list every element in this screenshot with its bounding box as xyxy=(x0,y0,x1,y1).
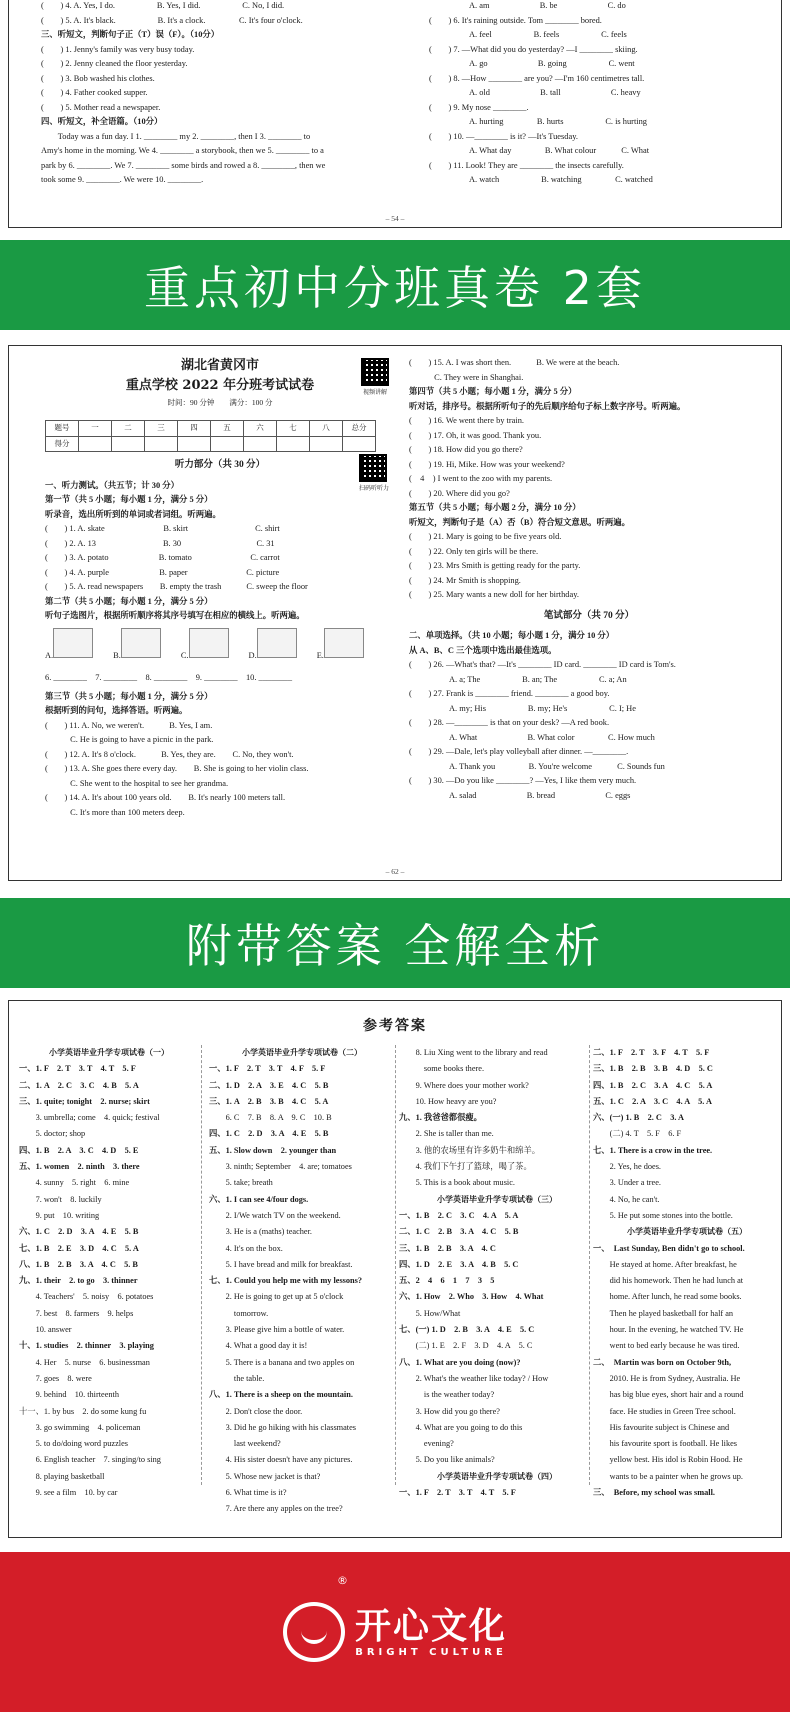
answer-line: 一、1. F 2. T 3. T 4. T 5. F xyxy=(19,1064,136,1074)
question-line: A. my; His B. my; He's C. I; He xyxy=(449,703,636,713)
question-line: A. What day B. What colour C. What xyxy=(469,146,650,155)
answer-line: 二、1. C 2. B 3. A 4. C 5. B xyxy=(399,1227,519,1237)
answer-line: 5. How/What xyxy=(399,1308,461,1318)
answer-key-page xyxy=(8,1000,782,1538)
picture-option xyxy=(317,628,376,664)
answer-line: 7. goes 8. were xyxy=(19,1373,92,1383)
answer-line: home. After lunch, he read some books. xyxy=(593,1292,742,1302)
answer-line: 二、1. F 2. T 3. F 4. T 5. F xyxy=(593,1048,710,1057)
answer-line: 七、1. Could you help me with my lessons? xyxy=(209,1276,363,1286)
answer-line: 4. Teachers' 5. noisy 6. potatoes xyxy=(19,1292,154,1302)
answer-line: 二、1. D 2. A 3. E 4. C 5. B xyxy=(209,1080,329,1090)
answer-line: 二、 Martin was born on October 9th, xyxy=(593,1357,732,1367)
answer-line: 8. Liu Xing went to the library and read xyxy=(399,1048,548,1057)
answer-line: 3. umbrella; come 4. quick; festival xyxy=(19,1113,160,1123)
question-line: took some 9. ________. We were 10. ________. xyxy=(41,175,204,184)
question-line: ( 4 ) I went to the zoo with my parents. xyxy=(409,474,553,483)
page62-right-column xyxy=(409,356,769,803)
written-section-title: 笔试部分（共 70 分） xyxy=(543,610,635,621)
question-line: 听短文，判断句子是（A）否（B）符合短文意思。听两遍。 xyxy=(409,517,631,527)
answer-line: 二、1. A 2. C 3. C 4. B 5. A xyxy=(19,1080,139,1090)
question-line: ( ) 8. —How ________ are you? —I'm 160 centimetres tall. xyxy=(429,73,645,83)
answer-line: 七、1. B 2. E 3. D 4. C 5. A xyxy=(19,1243,139,1253)
column-divider xyxy=(589,1045,590,1485)
question-line: Today was a fun day. I 1. ________ my 2. ________, then I 3. ________ to xyxy=(41,131,311,141)
answer-line: 五、1. C 2. A 3. C 4. A 5. A xyxy=(593,1096,712,1106)
answer-line: 4. It's on the box. xyxy=(209,1243,283,1253)
answer-line: 3. Please give him a bottle of water. xyxy=(209,1325,345,1335)
score-cell xyxy=(145,436,178,452)
answer-line: 四、1. B 2. A 3. C 4. D 5. E xyxy=(19,1145,139,1155)
question-line: ( ) 9. My nose ________. xyxy=(429,102,529,112)
brand-name: 开心文化 xyxy=(354,1605,507,1647)
answer-line: 3. He is a (maths) teacher. xyxy=(209,1227,312,1237)
answer-line: His favourite subject is Chinese and xyxy=(593,1422,730,1432)
answer-line: 七、(一) 1. D 2. B 3. A 4. E 5. C xyxy=(399,1325,535,1335)
answer-line: yellow best. His idol is Robin Hood. He xyxy=(593,1455,743,1465)
score-cell xyxy=(211,436,244,452)
answer-line: went to bed early because he was tired. xyxy=(593,1341,740,1351)
question-line: Amy's home in the morning. We 4. ________ a storybook, then we 5. ________ to a xyxy=(41,146,324,155)
question-line: 第二节（共 5 小题；每小题 1 分，满分 5 分） xyxy=(45,596,213,606)
answer-line: his favourite sport is football. He likes xyxy=(593,1439,738,1449)
answer-line: (二) 4. T 5. F 6. F xyxy=(593,1129,682,1139)
score-cell: 三 xyxy=(145,421,178,437)
answer-line: 7. won't 8. luckily xyxy=(19,1194,102,1204)
answer-line: 9. Where does your mother work? xyxy=(399,1080,529,1090)
answer-line: 四、1. B 2. C 3. A 4. C 5. A xyxy=(593,1080,713,1090)
question-line: ( ) 18. How did you go there? xyxy=(409,445,523,454)
answer-line: 3. go swimming 4. policeman xyxy=(19,1422,141,1432)
answer-line: hour. In the evening, he watched TV. He xyxy=(593,1325,744,1335)
question-line: A. a; The B. an; The C. a; An xyxy=(449,674,627,684)
column-divider xyxy=(395,1045,396,1485)
answer-line: 一、 Last Sunday, Ben didn't go to school. xyxy=(593,1243,745,1253)
question-line: 三、听短文，判断句子正（T）误（F）。（10分） xyxy=(41,30,220,39)
score-cell xyxy=(244,436,277,452)
answer-line: 五、2 4 6 1 7 3 5 xyxy=(399,1276,495,1286)
question-line: ( ) 19. Hi, Mike. How was your weekend? xyxy=(409,459,565,469)
question-line: ( ) 20. Where did you go? xyxy=(409,488,510,498)
question-line: 听录音，选出所听到的单词或者词组。听两遍。 xyxy=(45,509,221,519)
answer-line: 2. Don't close the door. xyxy=(209,1406,303,1416)
answer-line: 九、1. 我爸爸都很瘦。 xyxy=(399,1113,482,1123)
score-cell xyxy=(112,436,145,452)
answer-line: 六、1. How 2. Who 3. How 4. What xyxy=(399,1292,544,1302)
answer-line: 八、1. B 2. B 3. A 4. C 5. B xyxy=(19,1259,138,1269)
page54-right-column xyxy=(429,0,769,188)
answer-line: 2. He is going to get up at 5 o'clock xyxy=(209,1292,344,1302)
picture-option xyxy=(45,628,105,664)
answer-column-1 xyxy=(19,1045,199,1501)
question-line: A. old B. tall C. heavy xyxy=(469,88,641,97)
answer-line: 10. How heavy are you? xyxy=(399,1096,497,1106)
answer-line: tomorrow. xyxy=(209,1308,269,1318)
question-line: ( ) 23. Mrs Smith is getting ready for the party. xyxy=(409,561,581,570)
answer-key-title: 参考答案 xyxy=(363,1018,427,1034)
answer-line: 六、1. C 2. D 3. A 4. E 5. B xyxy=(19,1227,139,1237)
question-line: ( ) 6. It's raining outside. Tom ________ bored. xyxy=(429,15,602,25)
question-line: ( ) 4. Father cooked supper. xyxy=(41,88,148,97)
page62-left-column xyxy=(45,356,395,820)
page54-left-column xyxy=(41,0,401,188)
answer-section-heading: 小学英语毕业升学专项试卷（四） xyxy=(437,1471,557,1481)
brand-footer xyxy=(0,1552,790,1712)
question-line: 一、听力测试。（共五节；计 30 分） xyxy=(45,480,179,490)
question-line: ( ) 3. Bob washed his clothes. xyxy=(41,73,155,83)
answer-line: 6. What time is it? xyxy=(209,1488,287,1498)
answer-line: 5. Whose new jacket is that? xyxy=(209,1471,321,1481)
picture-label: C. xyxy=(180,650,189,660)
answer-column-2 xyxy=(209,1045,395,1518)
question-line: A. watch B. watching C. watched xyxy=(469,175,653,184)
answer-line: 4. sunny 5. right 6. mine xyxy=(19,1178,130,1188)
picture-label: B. xyxy=(113,650,121,660)
answer-section-heading: 小学英语毕业升学专项试卷（五） xyxy=(627,1227,747,1237)
answer-line: 4. Her 5. nurse 6. businessman xyxy=(19,1357,150,1367)
answer-line: 5. doctor; shop xyxy=(19,1129,86,1139)
answer-line: 5. Do you like animals? xyxy=(399,1455,495,1465)
picture-label: E. xyxy=(316,650,324,660)
answer-line: 6. English teacher 7. singing/to sing xyxy=(19,1455,161,1465)
answer-line: has big blue eyes, short hair and a round xyxy=(593,1390,744,1400)
qr-caption-listening: 扫码听听力 xyxy=(358,486,389,492)
answer-line: 3. Under a tree. xyxy=(593,1178,661,1188)
question-line: 四、听短文，补全语篇。（10分） xyxy=(41,117,163,126)
answer-line: the table. xyxy=(209,1373,265,1383)
page-number: – 54 – xyxy=(385,214,405,223)
answer-line: 四、1. D 2. E 3. A 4. B 5. C xyxy=(399,1259,519,1269)
promo-banner-answers xyxy=(0,898,790,988)
question-line: ( ) 1. A. skate B. skirt C. shirt xyxy=(45,524,280,533)
score-cell: 七 xyxy=(277,421,310,437)
question-line: A. feel B. feels C. feels xyxy=(469,30,627,39)
question-line: ( ) 26. —What's that? —It's ________ ID card. ________ ID card is Tom's. xyxy=(409,660,676,669)
score-cell: 得分 xyxy=(46,436,79,452)
answer-line: 三、 Before, my school was small. xyxy=(593,1488,715,1498)
answer-line: 三、1. B 2. B 3. B 4. D 5. C xyxy=(593,1064,713,1074)
promo-banner-exams xyxy=(0,240,790,330)
answer-section-heading: 小学英语毕业升学专项试卷（一） xyxy=(49,1048,169,1057)
answer-line: 2. She is taller than me. xyxy=(399,1129,494,1139)
exam-duration: 时间：90 分钟 满分：100 分 xyxy=(167,398,273,407)
answer-line: 3. How did you go there? xyxy=(399,1406,500,1416)
question-line: A. go B. going C. went xyxy=(469,59,635,68)
exam-page-62 xyxy=(8,345,782,881)
question-line: ( ) 16. We went there by train. xyxy=(409,416,524,425)
answer-line: 4. No, he can't. xyxy=(593,1194,660,1204)
answer-line: 3. Did he go hiking with his classmates xyxy=(209,1422,357,1432)
question-line: C. She went to the hospital to see her grandma. xyxy=(45,778,229,788)
question-line: A. salad B. bread C. eggs xyxy=(449,790,631,800)
answer-line: 2010. He is from Sydney, Australia. He xyxy=(593,1373,741,1383)
illustration-icon xyxy=(121,628,161,658)
question-line: 听对话，排序号。根据所听句子的先后顺序给句子标上数字序号。听两遍。 xyxy=(409,401,686,411)
question-line: ( ) 14. A. It's about 100 years old. B. It's nearly 100 meters tall. xyxy=(45,793,286,802)
answer-line: last weekend? xyxy=(209,1439,281,1449)
illustration-icon xyxy=(189,628,229,658)
question-line: ( ) 30. —Do you like ________? —Yes, I like them very much. xyxy=(409,776,637,785)
answer-line: 9. behind 10. thirteenth xyxy=(19,1390,120,1400)
question-line: ( ) 28. —________ is that on your desk? —A red book. xyxy=(409,718,610,727)
question-line: ( ) 5. A. read newspapers B. empty the trash C. sweep the floor xyxy=(45,582,308,591)
score-cell: 四 xyxy=(178,421,211,437)
picture-option xyxy=(249,628,309,664)
question-line: ( ) 11. Look! They are ________ the insects carefully. xyxy=(429,160,624,170)
question-line: 第一节（共 5 小题；每小题 1 分，满分 5 分） xyxy=(45,495,213,504)
answer-line: 六、1. I can see 4/four dogs. xyxy=(209,1194,309,1204)
question-line: 从 A、B、C 三个选项中选出最佳选项。 xyxy=(409,645,557,655)
answer-line: did his homework. Then he had lunch at xyxy=(593,1276,744,1286)
question-line: ( ) 13. A. She goes there every day. B. She is going to her violin class. xyxy=(45,764,309,773)
question-line: ( ) 4. A. Yes, I do. B. Yes, I did. C. No, I did. xyxy=(41,1,285,10)
question-line: 根据听到的问句，选择答语。听两遍。 xyxy=(45,706,188,715)
question-line: 第三节（共 5 小题；每小题 1 分，满分 5 分） xyxy=(45,691,213,701)
column-divider xyxy=(201,1045,202,1485)
smile-logo-icon xyxy=(283,1602,345,1662)
answer-line: 七、1. There is a crow in the tree. xyxy=(593,1145,713,1155)
question-line: ( ) 4. A. purple B. paper C. picture xyxy=(45,567,280,577)
question-line: ( ) 21. Mary is going to be five years old. xyxy=(409,532,562,541)
answer-line: 10. answer xyxy=(19,1325,72,1335)
score-cell: 二 xyxy=(112,421,145,437)
answer-line: 5. take; breath xyxy=(209,1178,273,1188)
question-line: ( ) 5. Mother read a newspaper. xyxy=(41,102,161,112)
score-cell: 一 xyxy=(79,421,112,437)
qr-code-icon[interactable] xyxy=(361,358,389,386)
answer-line: 5. This is a book about music. xyxy=(399,1178,515,1188)
answer-line: 2. Yes, he does. xyxy=(593,1162,661,1172)
answer-line: 一、1. F 2. T 3. T 4. F 5. F xyxy=(209,1064,326,1074)
answer-line: 5. to do/doing word puzzles xyxy=(19,1439,128,1449)
answer-line: 三、1. quite; tonight 2. nurse; skirt xyxy=(19,1096,150,1106)
picture-options xyxy=(45,624,395,668)
answer-line: 六、(一) 1. B 2. C 3. A xyxy=(593,1113,685,1123)
score-table xyxy=(45,420,376,452)
question-line: A. What B. What color C. How much xyxy=(449,732,655,742)
answer-section-heading: 小学英语毕业升学专项试卷（二） xyxy=(242,1048,362,1057)
illustration-icon xyxy=(257,628,297,658)
answer-line: 2. I/We watch TV on the weekend. xyxy=(209,1210,341,1220)
question-line: ( ) 22. Only ten girls will be there. xyxy=(409,546,539,556)
answer-line: 九、1. their 2. to go 3. thinner xyxy=(19,1276,138,1286)
answer-line: 2. What's the weather like today? / How xyxy=(399,1373,549,1383)
answer-line: 4. What a good day it is! xyxy=(209,1341,308,1351)
banner-text: 附带答案 全解全析 xyxy=(185,919,605,973)
question-line: 第四节（共 5 小题；每小题 1 分，满分 5 分） xyxy=(409,387,577,396)
score-cell xyxy=(343,436,376,452)
picture-option xyxy=(113,628,173,664)
answer-line: 三、1. B 2. B 3. A 4. C xyxy=(399,1243,496,1253)
score-cell: 题号 xyxy=(46,421,79,437)
answer-line: 八、1. What are you doing (now)? xyxy=(399,1357,521,1367)
score-cell xyxy=(310,436,343,452)
illustration-icon xyxy=(324,628,364,658)
score-cell xyxy=(277,436,310,452)
answer-line: 9. see a film 10. by car xyxy=(19,1488,118,1498)
answer-line: 7. Are there any apples on the tree? xyxy=(209,1504,343,1514)
answer-line: wants to be a painter when he grows up. xyxy=(593,1471,744,1481)
question-line: C. He is going to have a picnic in the park. xyxy=(45,735,214,744)
question-line: park by 6. ________. We 7. ________ some birds and rowed a 8. ________, then we xyxy=(41,160,326,170)
answer-line: 十、1. studies 2. thinner 3. playing xyxy=(19,1341,154,1351)
answer-line: (二) 1. E 2. F 3. D 4. A 5. C xyxy=(399,1341,533,1351)
score-cell xyxy=(79,436,112,452)
answer-line: 八、1. There is a sheep on the mountain. xyxy=(209,1390,353,1400)
question-line: A. Thank you B. You're welcome C. Sounds fun xyxy=(449,761,665,771)
listening-section-title: 听力部分（共 30 分） xyxy=(174,460,266,470)
answer-line: 一、1. F 2. T 3. T 4. T 5. F xyxy=(399,1488,516,1498)
picture-label: A. xyxy=(45,650,54,660)
answer-line: some books there. xyxy=(399,1064,485,1074)
score-cell: 六 xyxy=(244,421,277,437)
question-line: ( ) 2. Jenny cleaned the floor yesterday. xyxy=(41,59,188,68)
question-line: ( ) 29. —Dale, let's play volleyball after dinner. —________. xyxy=(409,747,629,756)
question-line: ( ) 15. A. I was short then. B. We were at the beach. xyxy=(409,358,620,367)
answer-line: 三、1. A 2. B 3. B 4. C 5. A xyxy=(209,1096,329,1106)
question-line: ( ) 11. A. No, we weren't. B. Yes, I am. xyxy=(45,720,213,730)
picture-answer-blanks: 6. ________ 7. ________ 8. ________ 9. ________ 10. ________ xyxy=(45,673,293,682)
question-line: ( ) 25. Mary wants a new doll for her birthday. xyxy=(409,590,579,599)
question-line: ( ) 1. Jenny's family was very busy today. xyxy=(41,44,195,54)
answer-line: He stayed at home. After breakfast, he xyxy=(593,1259,737,1269)
exam-page-54 xyxy=(8,0,782,228)
score-cell: 五 xyxy=(211,421,244,437)
illustration-icon xyxy=(53,628,93,658)
question-line: ( ) 7. —What did you do yesterday? —I ________ skiing. xyxy=(429,44,638,54)
question-line: ( ) 5. A. It's black. B. It's a clock. C. It's four o'clock. xyxy=(41,15,303,25)
answer-line: face. He studies in Green Tree school. xyxy=(593,1406,736,1416)
score-cell: 八 xyxy=(310,421,343,437)
question-line: A. am B. be C. do xyxy=(469,1,626,10)
answer-column-3 xyxy=(399,1045,595,1501)
answer-line: 4. His sister doesn't have any pictures. xyxy=(209,1455,353,1465)
question-line: C. They were in Shanghai. xyxy=(409,372,524,382)
answer-line: 3. 他的农场里有许多奶牛和绵羊。 xyxy=(399,1145,541,1155)
qr-caption: 视频讲解 xyxy=(362,390,387,396)
registered-mark-icon: ® xyxy=(337,1574,348,1587)
answer-line: 五、1. women 2. ninth 3. there xyxy=(19,1162,140,1172)
question-line: ( ) 2. A. 13 B. 30 C. 31 xyxy=(45,538,275,548)
answer-line: 8. playing basketball xyxy=(19,1471,105,1481)
question-line: C. It's more than 100 meters deep. xyxy=(45,807,185,817)
answer-line: 6. C 7. B 8. A 9. C 10. B xyxy=(209,1113,332,1123)
answer-line: 9. put 10. writing xyxy=(19,1210,100,1220)
answer-line: evening? xyxy=(399,1439,454,1449)
answer-line: 十一、1. by bus 2. do some kung fu xyxy=(19,1406,147,1416)
exam-title-region: 湖北省黄冈市 xyxy=(180,358,259,373)
question-line: 听句子选图片，根据所听顺序将其序号填写在相应的横线上。听两遍。 xyxy=(45,611,305,620)
answer-line: 五、1. Slow down 2. younger than xyxy=(209,1145,337,1155)
page-number: – 62 – xyxy=(385,867,405,876)
answer-line: 3. ninth; September 4. are; tomatoes xyxy=(209,1162,352,1172)
question-line: ( ) 24. Mr Smith is shopping. xyxy=(409,575,521,585)
answer-line: Then he played basketball for half an xyxy=(593,1308,734,1318)
score-cell xyxy=(178,436,211,452)
answer-line: 5. There is a banana and two apples on xyxy=(209,1357,355,1367)
question-line: 二、单项选择。（共 10 小题；每小题 1 分，满分 10 分） xyxy=(409,631,615,640)
question-line: ( ) 12. A. It's 8 o'clock. B. Yes, they are. C. No, they won't. xyxy=(45,749,294,759)
answer-line: 5. He put some stones into the bottle. xyxy=(593,1210,733,1220)
answer-line: 5. I have bread and milk for breakfast. xyxy=(209,1259,353,1269)
qr-code-listening-icon[interactable] xyxy=(359,454,387,482)
picture-option xyxy=(181,628,241,664)
answer-column-4 xyxy=(593,1045,781,1501)
answer-section-heading: 小学英语毕业升学专项试卷（三） xyxy=(437,1194,557,1204)
score-cell: 总分 xyxy=(343,421,376,437)
picture-label: D. xyxy=(248,650,257,660)
answer-line: 四、1. C 2. D 3. A 4. E 5. B xyxy=(209,1129,329,1139)
banner-text: 重点初中分班真卷 2套 xyxy=(144,261,646,315)
question-line: ( ) 27. Frank is ________ friend. ________ a good boy. xyxy=(409,689,610,698)
answer-line: 4. 我们下午打了篮球，喝了茶。 xyxy=(399,1162,532,1172)
answer-line: 4. What are you going to do this xyxy=(399,1422,523,1432)
question-line: ( ) 3. A. potato B. tomato C. carrot xyxy=(45,553,280,562)
question-line: 第五节（共 5 小题；每小题 2 分，满分 10 分） xyxy=(409,503,581,512)
answer-line: 7. best 8. farmers 9. helps xyxy=(19,1308,134,1318)
question-line: ( ) 10. —________ is it? —It's Tuesday. xyxy=(429,131,578,141)
answer-line: is the weather today? xyxy=(399,1390,495,1400)
question-line: A. hurting B. hurts C. is hurting xyxy=(469,117,647,126)
brand-name-en: BRIGHT CULTURE xyxy=(355,1646,507,1658)
question-line: ( ) 17. Oh, it was good. Thank you. xyxy=(409,430,542,440)
answer-line: 一、1. B 2. C 3. C 4. A 5. A xyxy=(399,1210,519,1220)
exam-title: 重点学校 2022 年分班考试试卷 xyxy=(125,378,315,393)
